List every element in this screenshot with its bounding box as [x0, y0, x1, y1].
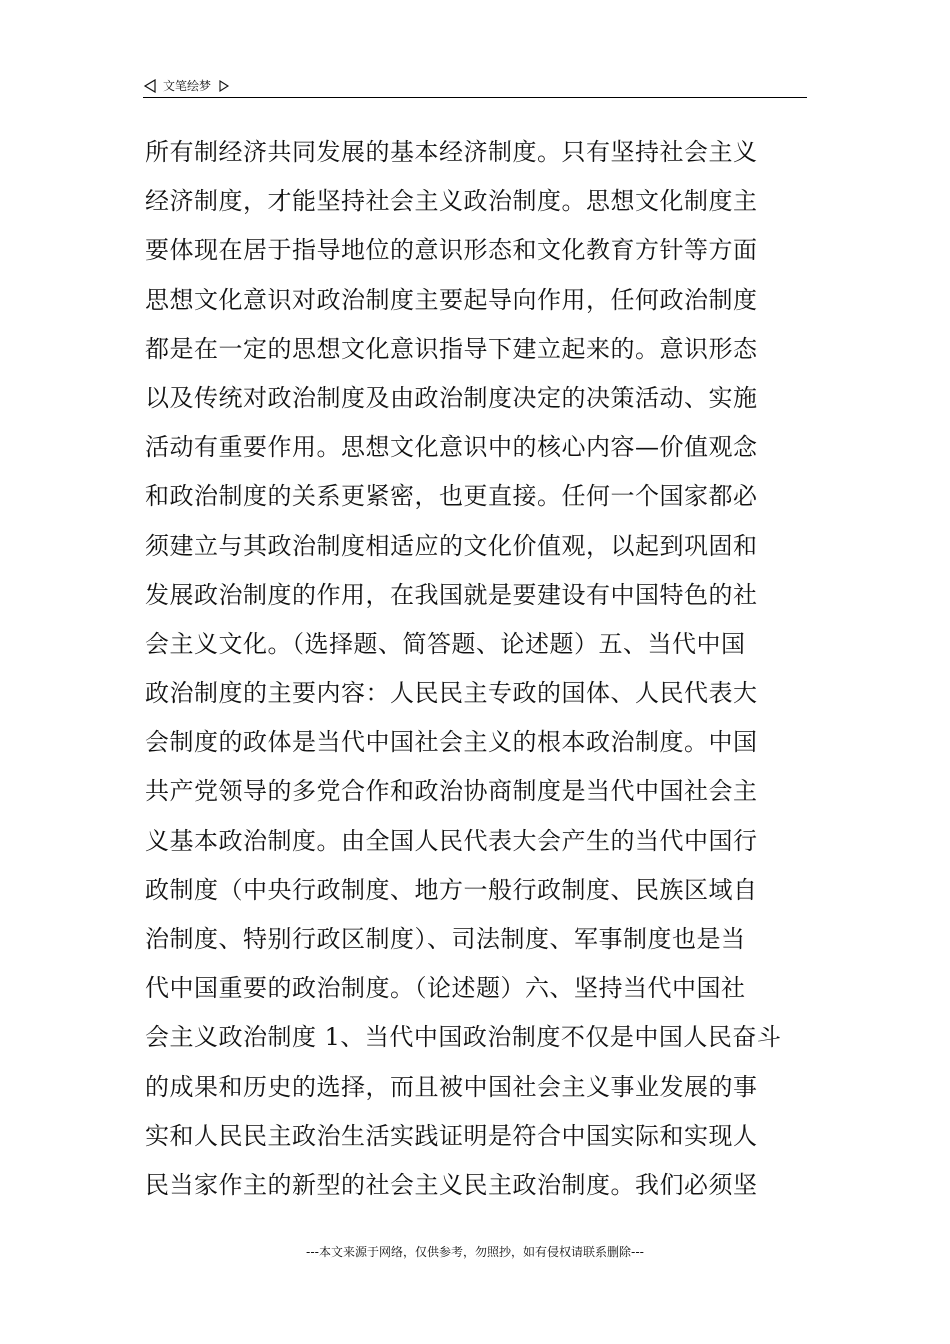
body-line: 会主义政治制度 1、当代中国政治制度不仅是中国人民奋斗: [145, 1023, 782, 1052]
body-line: 以及传统对政治制度及由政治制度决定的决策活动、实施: [145, 383, 758, 412]
page-footer-disclaimer: ---本文来源于网络，仅供参考，勿照抄，如有侵权请联系删除---: [306, 1245, 644, 1259]
body-line: 活动有重要作用。思想文化意识中的核心内容—价值观念: [145, 433, 758, 462]
triangle-left-icon: [143, 79, 157, 93]
body-line: 实和人民民主政治生活实践证明是符合中国实际和实现人: [145, 1121, 758, 1150]
body-line: 须建立与其政治制度相适应的文化价值观，以起到巩固和: [145, 531, 758, 560]
brand-text: 文笔绘梦: [163, 79, 212, 93]
body-line: 治制度、特别行政区制度）、司法制度、军事制度也是当: [145, 925, 746, 953]
body-line: 都是在一定的思想文化意识指导下建立起来的。意识形态: [145, 334, 758, 363]
body-line: 代中国重要的政治制度。（论述题）六、坚持当代中国社: [145, 974, 746, 1003]
header-divider: [143, 97, 807, 98]
body-line: 经济制度，才能坚持社会主义政治制度。思想文化制度主: [145, 187, 758, 216]
body-line: 要体现在居于指导地位的意识形态和文化教育方针等方面: [145, 236, 758, 265]
body-line: 义基本政治制度。由全国人民代表大会产生的当代中国行: [145, 826, 758, 855]
document-body: [145, 128, 807, 1210]
body-line: 民当家作主的新型的社会主义民主政治制度。我们必须坚: [145, 1170, 758, 1199]
body-line: 的成果和历史的选择，而且被中国社会主义事业发展的事: [145, 1072, 758, 1101]
body-line: 和政治制度的关系更紧密，也更直接。任何一个国家都必: [145, 482, 758, 511]
body-line: 政治制度的主要内容：人民民主专政的国体、人民代表大: [145, 679, 758, 708]
body-line: 会主义文化。（选择题、简答题、论述题）五、当代中国: [145, 629, 746, 658]
body-line: 发展政治制度的作用，在我国就是要建设有中国特色的社: [145, 580, 758, 609]
page-header: [143, 74, 807, 98]
triangle-right-icon: [217, 79, 231, 93]
body-line: 会制度的政体是当代中国社会主义的根本政治制度。中国: [145, 728, 758, 757]
body-line: 政制度（中央行政制度、地方一般行政制度、民族区域自: [145, 875, 758, 904]
body-line: 思想文化意识对政治制度主要起导向作用，任何政治制度: [145, 285, 758, 314]
body-line: 共产党领导的多党合作和政治协商制度是当代中国社会主: [145, 777, 758, 806]
body-line: 所有制经济共同发展的基本经济制度。只有坚持社会主义: [145, 138, 758, 166]
